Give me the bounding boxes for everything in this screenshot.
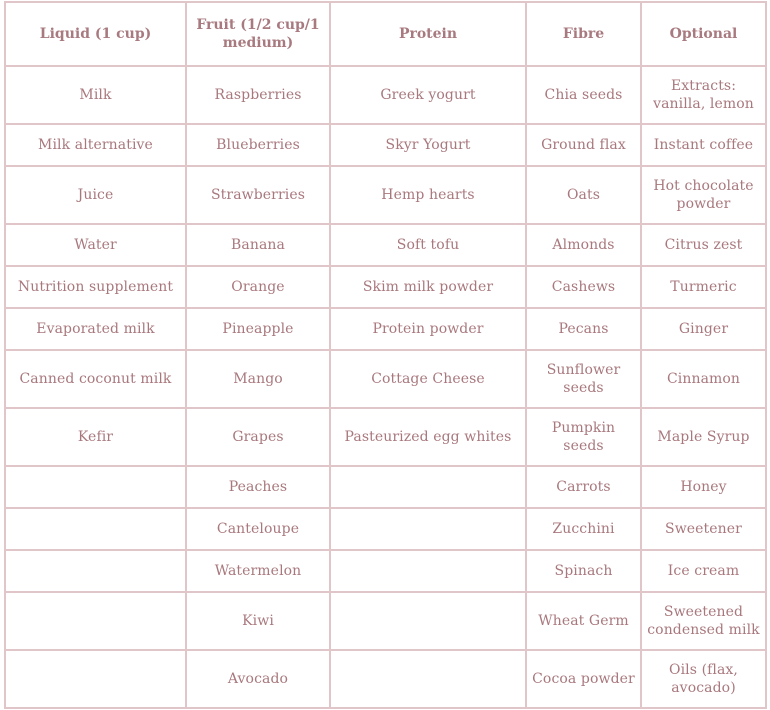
table-cell-optional: Oils (flax, avocado) [641, 650, 766, 708]
table-cell-protein [330, 650, 526, 708]
table-cell-liquid: Water [5, 224, 186, 266]
table-cell-liquid [5, 592, 186, 650]
table-cell-fruit: Peaches [186, 466, 330, 508]
table-cell-fruit: Banana [186, 224, 330, 266]
table-cell-fruit: Watermelon [186, 550, 330, 592]
table-cell-fibre: Chia seeds [526, 66, 641, 124]
table-cell-liquid: Milk [5, 66, 186, 124]
table-cell-optional: Sweetened condensed milk [641, 592, 766, 650]
table-cell-liquid [5, 650, 186, 708]
table-cell-fruit: Pineapple [186, 308, 330, 350]
table-row [5, 66, 766, 124]
table-cell-liquid: Milk alternative [5, 124, 186, 166]
table-row [5, 466, 766, 508]
table-cell-fibre: Spinach [526, 550, 641, 592]
table-cell-protein [330, 592, 526, 650]
table-cell-fibre: Pumpkin seeds [526, 408, 641, 466]
table-header-row [5, 2, 766, 66]
table-row [5, 124, 766, 166]
table-row [5, 508, 766, 550]
table-cell-fruit: Raspberries [186, 66, 330, 124]
table-cell-optional: Extracts: vanilla, lemon [641, 66, 766, 124]
table-cell-optional: Instant coffee [641, 124, 766, 166]
table-cell-liquid: Canned coconut milk [5, 350, 186, 408]
table-row [5, 308, 766, 350]
table-cell-fruit: Mango [186, 350, 330, 408]
smoothie-ingredients-table [4, 1, 767, 709]
table-cell-fibre: Oats [526, 166, 641, 224]
table-cell-optional: Hot chocolate powder [641, 166, 766, 224]
table-cell-liquid: Evaporated milk [5, 308, 186, 350]
table-row [5, 266, 766, 308]
table-cell-liquid: Juice [5, 166, 186, 224]
table-body [5, 66, 766, 708]
column-header-protein: Protein [330, 2, 526, 66]
table-cell-optional: Citrus zest [641, 224, 766, 266]
table-cell-optional: Sweetener [641, 508, 766, 550]
table-cell-fruit: Kiwi [186, 592, 330, 650]
table-cell-protein: Skim milk powder [330, 266, 526, 308]
table-cell-fruit: Avocado [186, 650, 330, 708]
table-cell-fibre: Almonds [526, 224, 641, 266]
column-header-fibre: Fibre [526, 2, 641, 66]
table-cell-liquid [5, 466, 186, 508]
table-cell-optional: Maple Syrup [641, 408, 766, 466]
table-cell-fibre: Pecans [526, 308, 641, 350]
table-cell-optional: Turmeric [641, 266, 766, 308]
table-cell-protein [330, 550, 526, 592]
table-cell-fruit: Canteloupe [186, 508, 330, 550]
table-cell-fruit: Grapes [186, 408, 330, 466]
table-cell-optional: Ice cream [641, 550, 766, 592]
table-cell-liquid [5, 508, 186, 550]
table-cell-liquid: Nutrition supplement [5, 266, 186, 308]
table-cell-fibre: Carrots [526, 466, 641, 508]
table-row [5, 166, 766, 224]
table-cell-fibre: Ground flax [526, 124, 641, 166]
table-cell-optional: Cinnamon [641, 350, 766, 408]
table-row [5, 592, 766, 650]
table-row [5, 224, 766, 266]
table-cell-fibre: Sunflower seeds [526, 350, 641, 408]
table-cell-fibre: Cashews [526, 266, 641, 308]
table-cell-protein: Greek yogurt [330, 66, 526, 124]
table-cell-protein: Pasteurized egg whites [330, 408, 526, 466]
table-cell-fibre: Wheat Germ [526, 592, 641, 650]
table-row [5, 650, 766, 708]
column-header-optional: Optional [641, 2, 766, 66]
table-cell-optional: Ginger [641, 308, 766, 350]
table-cell-fruit: Orange [186, 266, 330, 308]
table-cell-liquid [5, 550, 186, 592]
table-cell-fruit: Strawberries [186, 166, 330, 224]
table-cell-protein [330, 508, 526, 550]
column-header-fruit: Fruit (1/2 cup/1 medium) [186, 2, 330, 66]
table-cell-protein [330, 466, 526, 508]
table-cell-protein: Cottage Cheese [330, 350, 526, 408]
table-cell-fruit: Blueberries [186, 124, 330, 166]
table-cell-fibre: Cocoa powder [526, 650, 641, 708]
table-cell-protein: Hemp hearts [330, 166, 526, 224]
table-cell-liquid: Kefir [5, 408, 186, 466]
table-cell-fibre: Zucchini [526, 508, 641, 550]
table-row [5, 408, 766, 466]
table-cell-optional: Honey [641, 466, 766, 508]
table-cell-protein: Soft tofu [330, 224, 526, 266]
table-row [5, 550, 766, 592]
table-cell-protein: Skyr Yogurt [330, 124, 526, 166]
column-header-liquid: Liquid (1 cup) [5, 2, 186, 66]
table-row [5, 350, 766, 408]
table-cell-protein: Protein powder [330, 308, 526, 350]
